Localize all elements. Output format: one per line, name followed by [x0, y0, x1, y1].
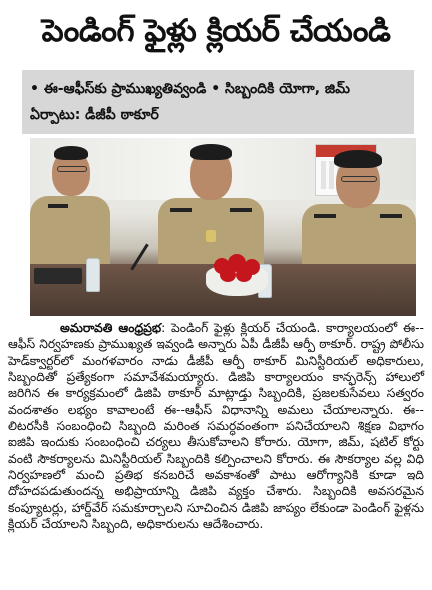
subheadline-point-eoffice: ఈ-ఆఫీస్‌కు ప్రాముఖ్యతివ్వండి: [43, 81, 207, 97]
subheadline-box: [22, 70, 414, 134]
subheadline-point-yoga: సిబ్బందికి యోగా, జిమ్: [225, 81, 350, 97]
headline: పెండింగ్ ఫైళ్లు క్లియర్ చేయండి: [41, 12, 391, 49]
article-dateline: అమరావతి ఆంధ్రప్రభ: [60, 321, 162, 335]
subheadline-line-1: [30, 76, 406, 102]
meeting-photo: [30, 138, 416, 316]
flower-bouquet-icon: [206, 254, 268, 296]
water-bottle-icon: [86, 258, 100, 292]
bullet-icon: •: [30, 81, 39, 97]
bullet-icon: •: [211, 81, 221, 97]
article-text: : పెండింగ్ ఫైళ్లు క్లియర్ చేయండి. కార్యాలయంలో ఈ--ఆఫీస్ నిర్వహణకు ప్రాముఖ్యత ఇవ్వండి అన్నారు ఏపీ డీజీపీ ఆర్పీ ఠాకూర్. రాష్ట్ర పోలీసు హెడ్‌క్వార్టర్‌లో మంగళవారం నాడు డీజీపీ ఆర్పీ ఠాకూర్ మినిస్టీరియల్ అధికారులు, సిబ్బందితో ప్రత్యేకంగా సమావేశమయ్యారు. డిజిపి కార్యాలయం కాన్ఫరెన్స్ హాలులో జరిగిన ఈ కార్యక్రమంలో డిజిపి ఠాకూర్ మాట్లాడ్తు సిబ్బందికి, ప్రజలకుసేవలు సత్వరం వందశాతం లభ్యం కావాలంటే ఈ--ఆఫీస్ విధానాన్ని అమలు చేయాలన్నారు. ఈ--లిటరసీకి సంబంధించి సిబ్బంది మరింత సమర్ధవంతంగా పనిచేయాలని శిక్షణ విభాగం ఐజిపి ఇందుకు సంబంధించి చర్యలు తీసుకోవాలని కోరారు. యోగా, జిమ్, షటిల్ కోర్టు వంటి సౌకర్యాలను మినిస్టీరియల్ సిబ్బందికి కల్పించాలని కోరారు. ఈ సౌకర్యాల వల్ల విధి నిర్వహణలో మంచి ప్రతిభ కనబరిచే అవకాశంతో పాటు ఆరోగ్యానికి కూడా ఇది దోహదపడుతుందన్న అభిప్రాయాన్ని డిజిపి వ్యక్తం చేశారు. సిబ్బందికి అవసరమైన కంప్యూటర్లు, హార్డ్‌వేర్ సమకూర్చాలని సూచించిన డిజిపి జాప్యం లేకుండా పెండింగ్ ఫైళ్లను క్లియర్ చేయాలని సిబ్బంది, అధికారులను ఆదేశించారు.: [8, 321, 424, 532]
subheadline-line-2: ఏర్పాటు: డీజీపీ ఠాకూర్: [30, 107, 159, 123]
article-body: [8, 320, 424, 586]
laptop-icon: [34, 268, 82, 284]
